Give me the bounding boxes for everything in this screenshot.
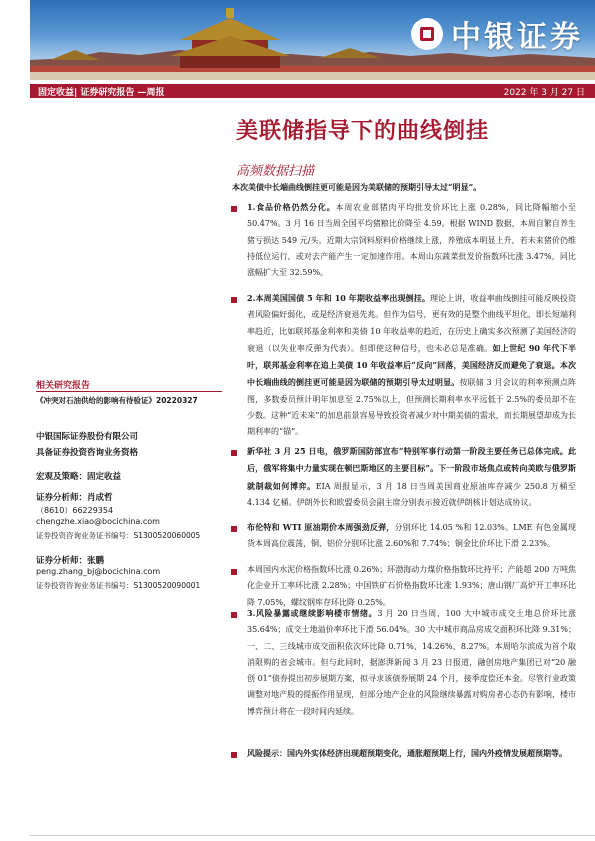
header-banner — [30, 0, 595, 80]
paragraph-text: EIA 周报显示，3 月 18 日当周美国商业原油库存减少 250.8 万桶至 4.134 亿桶。伊朗外长和欧盟委员会副主席分别表示接近就伊朗核计划达成协议。 — [247, 481, 576, 507]
bullet-marker — [231, 612, 237, 618]
strategy-label: 宏观及策略：固定收益 — [36, 472, 122, 482]
bullet-marker — [231, 450, 237, 456]
related-reports-heading: 相关研究报告 — [36, 381, 91, 391]
report-title: 美联储指导下的曲线倒挂 — [236, 118, 490, 144]
report-date: 2022 年 3 月 27 日 — [503, 88, 585, 98]
paragraph-lead: 新华社 3 月 25 日电，俄罗斯国防部宣布“特别军事行动第一阶段主要任务已总体完成。此后，俄军将集中力量实现在顿巴斯地区的主要目标”。下一阶段市场焦点或转向美欧与俄罗斯就制裁如何博弈。 — [247, 446, 576, 491]
report-subtitle: 高频数据扫描 — [236, 164, 315, 179]
paragraph-text: 本周农业部猪肉平均批发价环比上涨 0.28%，同比降幅缩小至 50.47%。3 月 16 日当周全国平均猪粮比价降至 4.59。根据 WIND 数据，本周自繁自养生猪亏损达 549 元/头。近期大宗饲料原料价格继续上涨，养殖成本明显上升，若未来猪价仍维持低位运行，或对去产能产生一定加速作用。本周山东蔬菜批发价指数环比涨 3.47%，同比涨幅扩大至 32.59%。 — [247, 203, 576, 278]
paragraph-us-yield — [247, 290, 576, 441]
paragraph-lead: 2.本周美国国债 5 年和 10 年期收益率出现倒挂。 — [247, 293, 430, 303]
paragraph-text-2: 按联储 3 月会议的利率预测点阵图，多数委员预计明年加息至 2.75%以上，但预测长期利率水平远低于 2.5%的委员却不在少数。这种“近未来”的加息前景容易导致投资者减少对中期美债的需求，而长期展望却成为长期利率的“锚”。 — [247, 378, 576, 437]
bullet-marker — [231, 297, 237, 303]
paragraph-domestic-industry — [247, 562, 576, 611]
related-report-link[interactable]: 《冲突对石油供给的影响有待验证》20220327 — [36, 396, 198, 405]
paragraph-risk — [247, 745, 576, 762]
bank-logo-icon — [411, 18, 443, 50]
paragraph-text: 3 月 20 日当周，100 大中城市成交土地总价环比涨 35.64%；成交土地溢价率环比下滑 56.04%。30 大中城市商品房成交面积环比降 9.31%；一、二、三线城市成交面积依次环比降 0.71%、14.26%、8.27%。本周哈尔滨成为首个取消限购的省会城市。但与此同时，据澎湃新闻 3 月 23 日报道，融创房地产集团已对“20 融创 01”债券提出初步展期方案，拟寻求该债券展期 24 个月，接季度偿还本金。尽管行业政策调整对地产股的提振作用显现，但部分地产企业的风险继续暴露对购房者心态仍有影响，楼市博弈预计将在一段时间内延续。 — [247, 609, 576, 716]
bullet-marker — [231, 752, 237, 758]
paragraph-lead-2: 如上世纪 90 年代下半叶，联邦基金利率在追上美债 10 年收益率后“反向”回落，美国经济反而避免了衰退。本次中长端曲线的倒挂更可能是因为联储的预期引导太过明显。 — [247, 342, 577, 388]
paragraph-lead: 风险提示：国内外实体经济出现超预期变化，通胀超预期上行，国内外疫情发展超预期等。 — [247, 748, 567, 758]
paragraph-text: 理论上讲，收益率曲线倒挂可能反映投资者风险偏好弱化，或是经济衰退先兆。但作为信号，更有效的是整个曲线平坦化，即长短端利率趋近，比如联邦基金利率和美债 10 年收益率的趋近，在历史上确实多次预测了美国经济的衰退（以失业率反弹为代表）。但即使这种信号，也未必总是准确。 — [247, 294, 576, 353]
brand — [411, 12, 583, 56]
report-summary: 本次美债中长端曲线倒挂更可能是因为美联储的预期引导太过“明显”。 — [232, 182, 482, 192]
paragraph-russia — [247, 443, 576, 511]
brand-name: 中银证券 — [451, 20, 583, 55]
analyst-email[interactable]: peng.zhang_bj@bocichina.com — [36, 567, 161, 576]
company-name: 中银国际证券股份有限公司 — [36, 432, 139, 442]
report-category: 固定收益| 证券研究报告 —周报 — [38, 88, 165, 98]
paragraph-commodities — [247, 519, 576, 553]
paragraph-lead: 1.食品价格仍然分化。 — [247, 202, 336, 212]
paragraph-text: 分别环比 14.05 %和 12.03%。LME 有色金属现货本周高位震荡，铜、铝价分别环比涨 2.60%和 7.74%；铜金比价环比下滑 2.23%。 — [247, 523, 576, 549]
paragraph-lead: 布伦特和 WTI 原油期价本周强劲反弹， — [247, 522, 395, 532]
analyst-certificate: 证券投资咨询业务证书编号：S1300520060005 — [36, 531, 201, 540]
bullet-marker — [231, 206, 237, 212]
analyst-phone: （8610）66229354 — [36, 506, 114, 515]
bullet-marker — [231, 569, 237, 575]
analyst-certificate: 证券投资咨询业务证书编号：S1300520090001 — [36, 581, 201, 590]
bullet-marker — [231, 526, 237, 532]
paragraph-food-prices — [247, 199, 576, 281]
paragraph-property — [247, 605, 576, 720]
analyst-email[interactable]: chengzhe.xiao@bocichina.com — [36, 517, 160, 526]
footer-divider — [30, 835, 595, 836]
analyst-name: 证券分析师：肖成哲 — [36, 493, 113, 503]
paragraph-text: 本周国内水泥价格指数环比涨 0.26%；环渤海动力煤价格指数环比持平；产能超 200 万吨焦化企业开工率环比涨 2.28%；中国铁矿石价格指数环比涨 1.93%；唐山钢厂高炉开工率环比降 7.05%，螺纹钢库存环比降 0.25%。 — [247, 565, 576, 607]
company-qualification: 具备证券投资咨询业务资格 — [36, 448, 139, 458]
divider — [36, 391, 222, 392]
category-bar — [30, 84, 595, 98]
paragraph-lead: 3.风险暴露或继续影响楼市情绪。 — [247, 608, 378, 618]
analyst-name: 证券分析师：张鹏 — [36, 556, 105, 566]
